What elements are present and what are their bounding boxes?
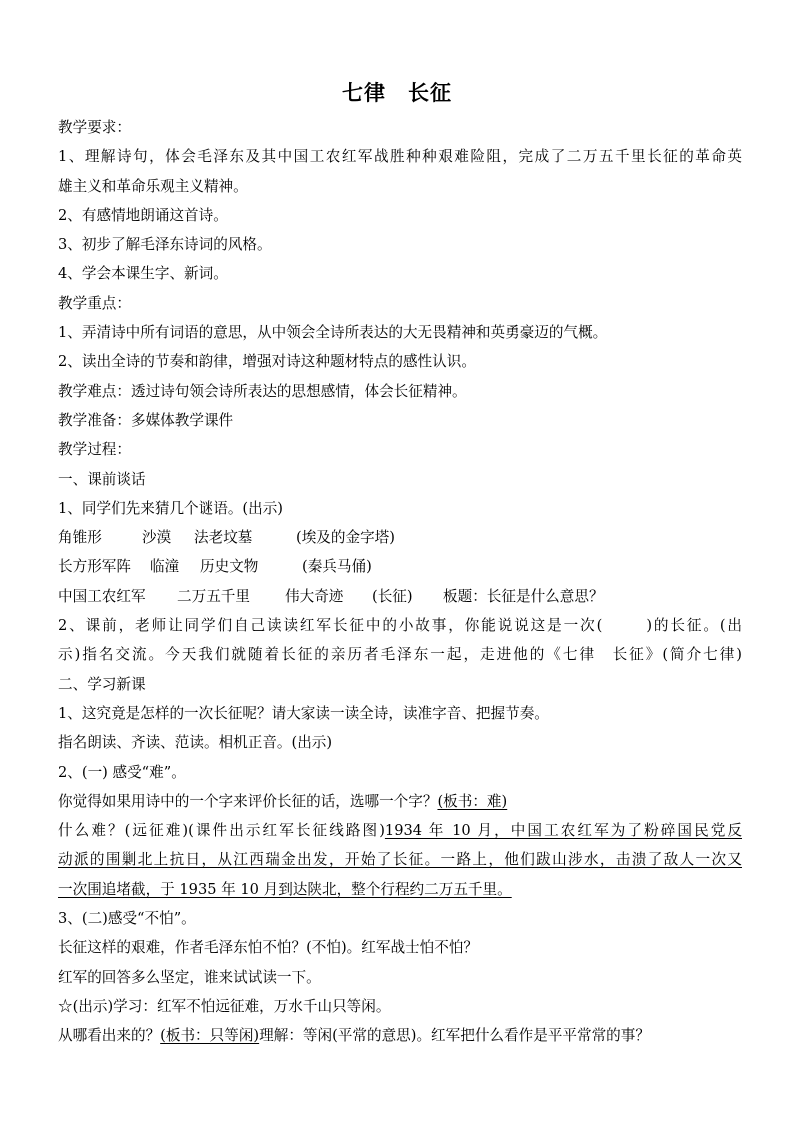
text-line: 教学过程： [58, 441, 131, 459]
board-note: (板书：只等闲) [160, 1027, 260, 1045]
text-line: 教学重点： [58, 294, 131, 312]
hard-underlined-2: 动派的围剿北上抗日，从江西瑞金出发，开始了长征。一路上，他们跋山涉水，击溃了敌人一次又 [58, 851, 742, 869]
p2-line1-b: )的长征。(出 [646, 617, 743, 635]
text-line: 1、这究竟是怎样的一次长征呢？请大家读一读全诗，读准字音、把握节奏。 [58, 704, 549, 722]
last-line [58, 1021, 742, 1050]
riddle-2-a: 长方形军阵 [58, 558, 131, 576]
hard-line-1 [58, 816, 742, 845]
text-line: 2、有感情地朗诵这首诗。 [58, 206, 228, 224]
riddle-1-answer: (埃及的金字塔) [296, 529, 395, 547]
document-body [58, 113, 742, 1051]
text-line: 2、(一) 感受“难”。 [58, 763, 186, 781]
title-part-2: 长征 [408, 81, 452, 105]
title-part-1: 七律 [342, 81, 386, 105]
text-line: 长征这样的艰难，作者毛泽东怕不怕？(不怕)。红军战士怕不怕？ [58, 939, 479, 957]
hard-underlined-1: 1934 年 10 月，中国工农红军为了粉碎国民党反 [384, 822, 742, 840]
riddle-line-1 [58, 523, 742, 552]
paragraph-line [58, 611, 742, 640]
text-line: 雄主义和革命乐观主义精神。 [58, 177, 248, 195]
text-line: 1、理解诗句，体会毛泽东及其中国工农红军战胜种种艰难险阻，完成了二万五千里长征的革命英 [58, 148, 742, 166]
riddle-1-a: 角锥形 [58, 529, 102, 547]
page-title [0, 77, 794, 107]
question-text: 你觉得如果用诗中的一个字来评价长征的话，选哪一个字？ [58, 792, 438, 810]
riddle-3-answer: (长征) [372, 587, 413, 605]
riddle-2-b: 临潼 [150, 558, 180, 576]
text-line: ☆(出示)学习：红军不怕远征难，万水千山只等闲。 [58, 997, 391, 1015]
riddle-3-a: 中国工农红军 [58, 587, 146, 605]
riddle-2-answer: (秦兵马俑) [302, 558, 372, 576]
last-post: 理解：等闲(平常的意思)。红军把什么看作是平平常常的事？ [259, 1027, 650, 1045]
last-pre: 从哪看出来的？ [58, 1027, 161, 1045]
riddle-line-3 [58, 582, 742, 611]
riddle-line-2 [58, 552, 742, 581]
hard-underlined-3: 一次围追堵截，于 1935 年 10 月到达陕北，整个行程约二万五千里。 [58, 880, 512, 898]
text-line: 3、初步了解毛泽东诗词的风格。 [58, 236, 272, 254]
paragraph-line: 示)指名交流。今天我们就随着长征的亲历者毛泽东一起，走进他的《七律 长征》(简介七律) [58, 646, 742, 664]
riddle-1-c: 法老坟墓 [194, 529, 253, 547]
text-line: 1、弄清诗中所有词语的意思，从中领会全诗所表达的大无畏精神和英勇豪迈的气概。 [58, 324, 608, 342]
board-note: (板书：难) [437, 792, 508, 810]
text-line: 教学要求： [58, 119, 131, 136]
hard-pre: 什么难？(远征难)(课件出示红军长征线路图) [58, 822, 385, 840]
riddle-2-c: 历史文物 [200, 558, 259, 576]
text-line: 一、课前谈话 [58, 470, 146, 488]
text-line: 2、读出全诗的节奏和韵律，增强对诗这种题材特点的感性认识。 [58, 353, 476, 371]
riddle-1-b: 沙漠 [142, 529, 172, 547]
board-topic: 板题：长征是什么意思？ [443, 587, 604, 605]
text-line: 1、同学们先来猜几个谜语。(出示) [58, 499, 283, 517]
text-line: 3、(二)感受“不怕”。 [58, 910, 196, 928]
text-line: 红军的回答多么坚定，谁来试试读一下。 [58, 968, 321, 986]
text-line: 教学难点：透过诗句领会诗所表达的思想感情，体会长征精神。 [58, 382, 467, 400]
riddle-3-b: 二万五千里 [177, 587, 250, 605]
riddle-3-c: 伟大奇迹 [285, 587, 344, 605]
question-line [58, 787, 742, 816]
text-line: 二、学习新课 [58, 675, 146, 693]
text-line: 4、学会本课生字、新词。 [58, 265, 228, 283]
text-line: 指名朗读、齐读、范读。相机正音。(出示) [58, 734, 333, 752]
text-line: 教学准备：多媒体教学课件 [58, 411, 234, 429]
p2-line1-a: 2、课前，老师让同学们自己读读红军长征中的小故事，你能说说这是一次( [58, 617, 603, 635]
